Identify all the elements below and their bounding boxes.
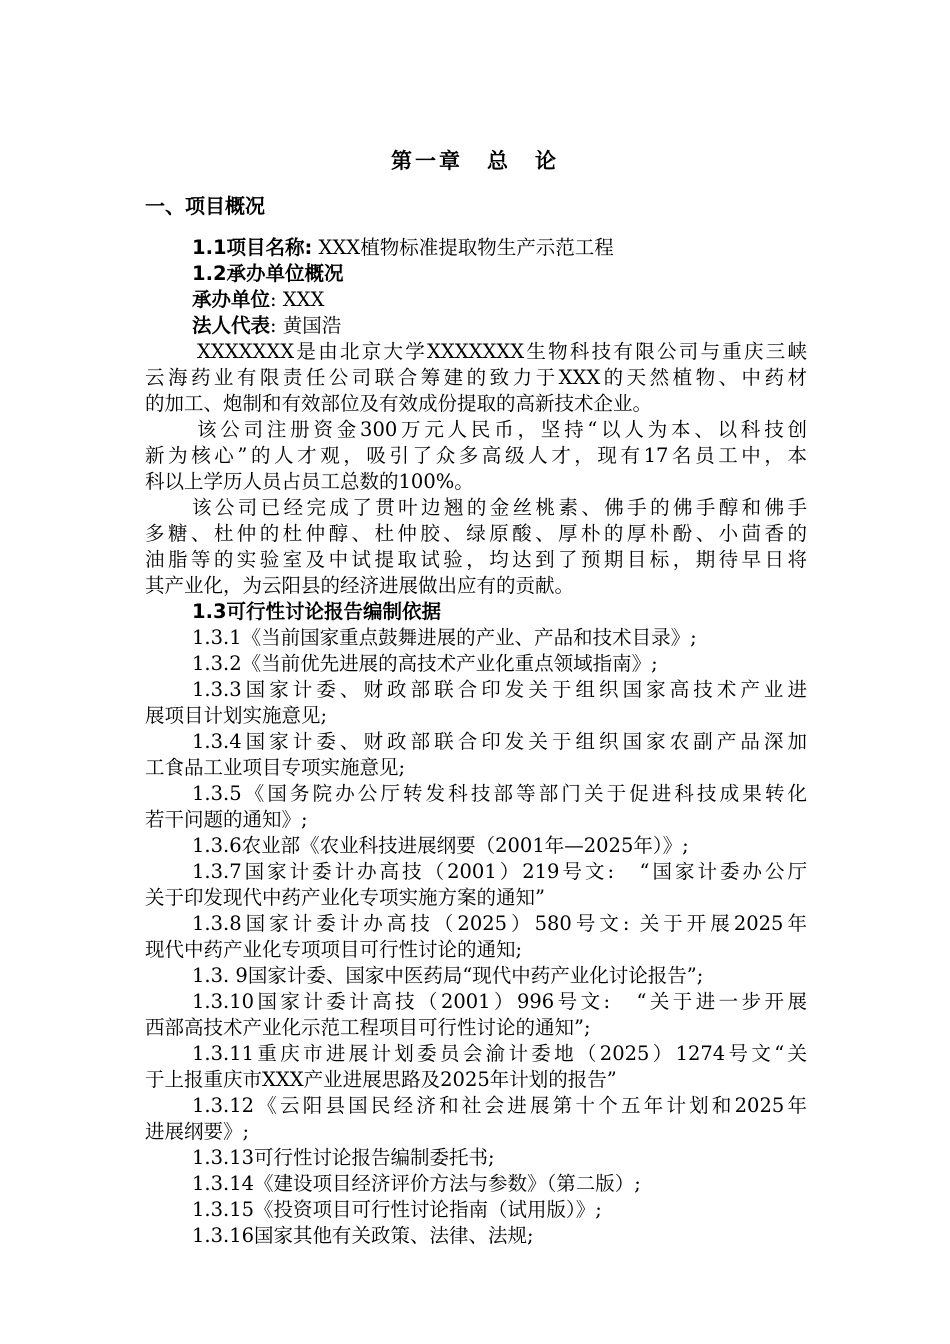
basis-item-line: 1.3.15《投资项目可行性讨论指南（试用版）》; (192, 1198, 602, 1221)
basis-item-line: 1.3.2《当前优先进展的高技术产业化重点领域指南》; (192, 652, 658, 675)
basis-item (145, 911, 807, 963)
project-name-label: 1.1项目名称: (192, 236, 313, 259)
section-heading: 一、项目概况 (145, 194, 265, 218)
basis-item (145, 1093, 807, 1145)
basis-item-line: 1.3.14《建设项目经济评价方法与参数》（第二版）; (192, 1172, 641, 1195)
project-name-value: XXX植物标准提取物生产示范工程 (312, 236, 614, 259)
paragraph-line: 油脂等的实验室及中试提取试验，均达到了预期目标，期待早日将 (145, 548, 807, 571)
paragraph-company-intro (145, 339, 807, 417)
basis-item (145, 989, 807, 1041)
paragraph-line: 云海药业有限责任公司联合筹建的致力于XXX的天然植物、中药材 (145, 366, 807, 389)
basis-item (145, 1223, 807, 1249)
basis-item-line: 1.3.4国家计委、财政部联合印发关于组织国家农副产品深加 (192, 730, 807, 753)
body-text (145, 235, 807, 1249)
paragraph-line: 多糖、杜仲的杜仲醇、杜仲胶、绿原酸、厚朴的厚朴酚、小茴香的 (145, 522, 807, 545)
basis-heading: 1.3可行性讨论报告编制依据 (192, 600, 442, 623)
basis-item-line: 若干问题的通知》; (145, 808, 308, 831)
org-heading: 1.2承办单位概况 (192, 262, 344, 285)
basis-item-line: 1.3.16国家其他有关政策、法律、法规; (192, 1224, 534, 1247)
basis-item (145, 1197, 807, 1223)
basis-item-line: 1.3.10国家计委计高技（2001）996号文: “关于进一步开展 (192, 990, 807, 1013)
host-unit-label: 承办单位 (192, 288, 271, 311)
basis-item-line: 1.3.7国家计委计办高技（2001）219号文: “国家计委办公厅 (192, 860, 807, 883)
basis-item-line: 1.3.13可行性讨论报告编制委托书; (192, 1146, 495, 1169)
basis-item-line: 1.3.5《国务院办公厅转发科技部等部门关于促进科技成果转化 (192, 782, 807, 805)
paragraph-line: XXXXXXX是由北京大学XXXXXXX生物科技有限公司与重庆三峡 (197, 340, 807, 363)
legal-rep-label: 法人代表 (192, 314, 271, 337)
basis-item-line: 现代中药产业化专项项目可行性讨论的通知; (145, 938, 523, 961)
basis-item-line: 西部高技术产业化示范工程项目可行性讨论的通知”; (145, 1016, 591, 1039)
legal-rep-line (145, 313, 807, 339)
basis-item (145, 625, 807, 651)
paragraph-line: 其产业化，为云阳县的经济进展做出应有的贡献。 (145, 574, 575, 597)
basis-item (145, 677, 807, 729)
basis-item-line: 进展纲要》; (145, 1120, 250, 1143)
paragraph-line: 科以上学历人员占员工总数的100%。 (145, 470, 474, 493)
basis-item (145, 729, 807, 781)
host-unit-value: : XXX (270, 288, 325, 311)
basis-item-line: 1.3.12《云阳县国民经济和社会进展第十个五年计划和2025年 (192, 1094, 807, 1117)
basis-item-line: 关于印发现代中药产业化专项实施方案的通知” (145, 886, 545, 909)
legal-rep-value: : 黄国浩 (270, 314, 342, 337)
basis-item (145, 1041, 807, 1093)
basis-item-line: 工食品工业项目专项实施意见; (145, 756, 406, 779)
paragraph-line: 的加工、炮制和有效部位及有效成份提取的高新技术企业。 (145, 392, 653, 415)
paragraph-line: 该公司注册资金300万元人民币，坚持“以人为本、以科技创 (197, 418, 807, 441)
basis-list (145, 625, 807, 1249)
basis-item (145, 781, 807, 833)
basis-item (145, 651, 807, 677)
paragraph-registered-capital (145, 417, 807, 495)
host-unit-line (145, 287, 807, 313)
basis-item-line: 1.3.8国家计委计办高技（2025）580号文: 关于开展2025年 (192, 912, 807, 935)
basis-item-line: 1.3. 9国家计委、国家中医药局“现代中药产业化讨论报告”; (192, 964, 704, 987)
paragraph-line: 新为核心”的人才观，吸引了众多高级人才，现有17名员工中，本 (145, 444, 807, 467)
basis-item-line: 1.3.6农业部《农业科技进展纲要（2001年—2025年）》; (192, 834, 689, 857)
project-name-line (145, 235, 807, 261)
basis-item-line: 1.3.3国家计委、财政部联合印发关于组织国家高技术产业进 (192, 678, 807, 701)
basis-item (145, 833, 807, 859)
paragraph-line: 该公司已经完成了贯叶边翘的金丝桃素、佛手的佛手醇和佛手 (192, 496, 807, 519)
basis-item (145, 859, 807, 911)
basis-item-line: 1.3.11重庆市进展计划委员会渝计委地（2025）1274号文“关 (192, 1042, 807, 1065)
basis-item-line: 于上报重庆市XXX产业进展思路及2025年计划的报告” (145, 1068, 617, 1091)
paragraph-achievements (145, 495, 807, 599)
basis-item-line: 展项目计划实施意见; (145, 704, 328, 727)
chapter-title: 第一章 总 论 (391, 149, 559, 173)
basis-item (145, 1171, 807, 1197)
basis-item-line: 1.3.1《当前国家重点鼓舞进展的产业、产品和技术目录》; (192, 626, 697, 649)
basis-item (145, 963, 807, 989)
basis-item (145, 1145, 807, 1171)
